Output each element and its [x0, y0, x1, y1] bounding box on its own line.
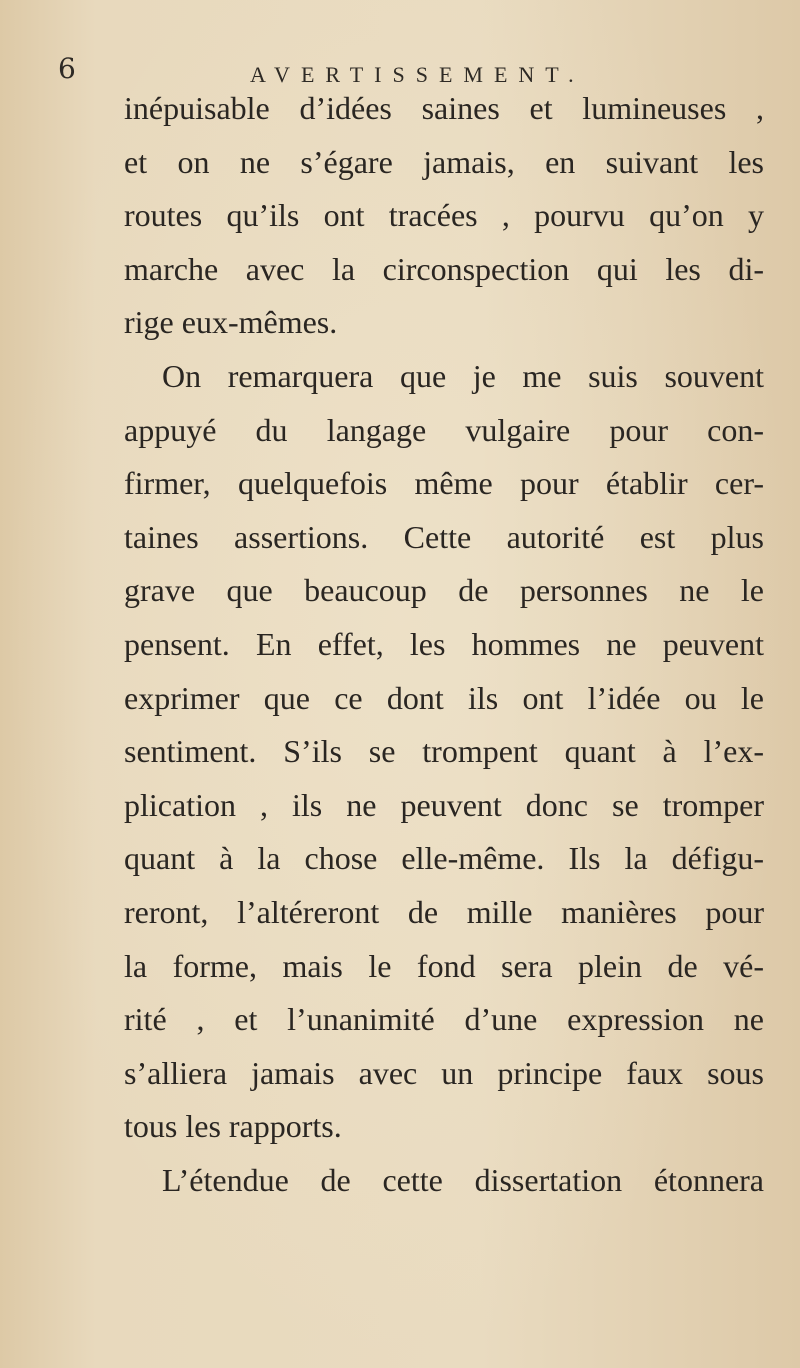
text-line: quant à la chose elle-même. Ils la défigu-	[124, 840, 764, 877]
text-line: exprimer que ce dont ils ont l’idée ou le	[124, 679, 764, 716]
text-line: sentiment. S’ils se trompent quant à l’ex-	[124, 733, 764, 770]
text-line: On remarquera que je me suis souvent	[162, 357, 764, 394]
text-line: reront, l’altéreront de mille manières pour	[124, 893, 764, 930]
text-line: inépuisable d’idées saines et lumineuses ,	[124, 90, 764, 126]
text-line: marche avec la circonspection qui les di-	[124, 250, 764, 287]
paragraph	[124, 1154, 764, 1208]
running-head: AVERTISSEMENT.	[250, 62, 585, 87]
page-number: 6	[58, 52, 76, 85]
text-line: routes qu’ils ont tracées , pourvu qu’on y	[124, 197, 764, 234]
text-line: et on ne s’égare jamais, en suivant les	[124, 143, 764, 180]
text-line: grave que beaucoup de personnes ne le	[124, 572, 764, 609]
text-line: taines assertions. Cette autorité est plus	[124, 518, 764, 555]
paragraph	[124, 350, 764, 1154]
text-line: rité , et l’unanimité d’une expression ne	[124, 1001, 764, 1038]
text-line: pensent. En effet, les hommes ne peuvent	[124, 625, 764, 662]
text-line: tous les rapports.	[124, 1108, 342, 1145]
paragraph	[124, 82, 764, 350]
text-line: la forme, mais le fond sera plein de vé-	[124, 947, 764, 984]
body-text	[124, 82, 764, 1207]
text-line: L’étendue de cette dissertation étonnera	[162, 1161, 764, 1198]
text-line: plication , ils ne peuvent donc se tromper	[124, 786, 764, 823]
text-line: s’alliera jamais avec un principe faux sous	[124, 1054, 764, 1091]
text-line: appuyé du langage vulgaire pour con-	[124, 411, 764, 448]
text-line: firmer, quelquefois même pour établir cer-	[124, 465, 764, 502]
text-line: rige eux-mêmes.	[124, 304, 338, 341]
